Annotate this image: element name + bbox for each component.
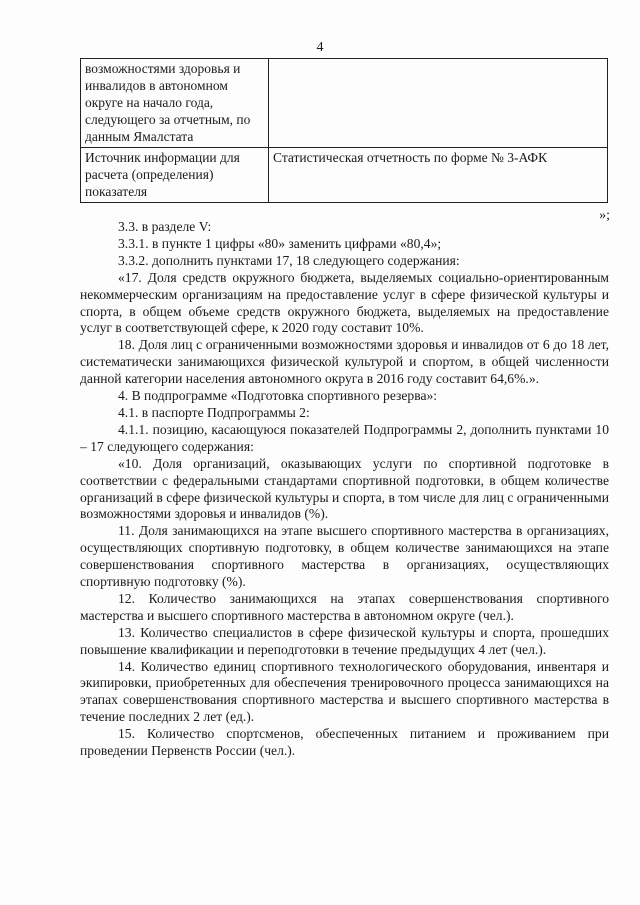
paragraph: 18. Доля лиц с ограниченными возможностями здоровья и инвалидов от 6 до 18 лет, систематически занимающихся физической культурой и спортом, в общей численности данной категории населения автономного округа в 2016 году составит 64,6%.». — [80, 337, 609, 387]
paragraph: 3.3.2. дополнить пунктами 17, 18 следующего содержания: — [118, 252, 460, 268]
indicator-table — [80, 58, 608, 203]
paragraph: 13. Количество специалистов в сфере физической культуры и спорта, прошедших повышение квалификации и переподготовки в течение предыдущих 4 лет (чел.). — [80, 624, 609, 657]
table-row — [81, 148, 608, 203]
paragraph: 4. В подпрограмме «Подготовка спортивного резерва»: — [118, 388, 438, 404]
paragraph: «17. Доля средств окружного бюджета, выделяемых социально-ориентированным некоммерческим организациям на предоставление услуг в сфере физической культуры и спорта, в общем объеме средств окружного бюджета, выделяемых на предоставление услуг в соответствующей сфере, к 2020 году составит 10%. — [80, 269, 609, 336]
paragraph: 3.3. в разделе V: — [118, 219, 212, 234]
paragraph: 4.1.1. позицию, касающуюся показателей Подпрограммы 2, дополнить пунктами 10 – 17 следующего содержания: — [80, 421, 609, 454]
paragraph: 15. Количество спортсменов, обеспеченных питанием и проживанием при проведении Первенств России (чел.). — [80, 726, 609, 759]
table-cell-label: возможностями здоровья и инвалидов в автономном округе на начало года, следующего за отчетным, по данным Ямалстата — [81, 59, 269, 148]
paragraph: 3.3.1. в пункте 1 цифры «80» заменить цифрами «80,4»; — [118, 235, 442, 251]
paragraph: 14. Количество единиц спортивного технологического оборудования, инвентаря и экипировки, приобретенных для обеспечения тренировочного процесса занимающихся на этапах совершенствования спортивного мастерства и высшего спортивного мастерства в течение последних 2 лет (ед.). — [80, 658, 609, 725]
closing-quote: »; — [599, 208, 610, 223]
paragraph: 4.1. в паспорте Подпрограммы 2: — [118, 404, 310, 420]
table-cell-value: Статистическая отчетность по форме № 3-АФК — [269, 148, 608, 203]
paragraph: 12. Количество занимающихся на этапах совершенствования спортивного мастерства и высшего спортивного мастерства в автономном округе (чел.). — [80, 590, 609, 623]
paragraph: «10. Доля организаций, оказывающих услуги по спортивной подготовке в соответствии с федеральными стандартами спортивной подготовки, в общем количестве организаций в сфере физической культуры и спорта, в том числе для лиц с ограниченными возможностями здоровья и инвалидов (%). — [80, 455, 609, 522]
table-cell-value — [269, 59, 608, 148]
table-row — [81, 59, 608, 148]
document-body — [80, 219, 609, 760]
paragraph: 11. Доля занимающихся на этапе высшего спортивного мастерства в организациях, осуществляющих спортивную подготовку, в общем количестве занимающихся на этапе совершенствования спортивного мастерства в организациях, осуществляющих спортивную подготовку (%). — [80, 523, 609, 590]
page-number: 4 — [316, 40, 324, 55]
table-cell-label: Источник информации для расчета (определения) показателя — [81, 148, 269, 203]
